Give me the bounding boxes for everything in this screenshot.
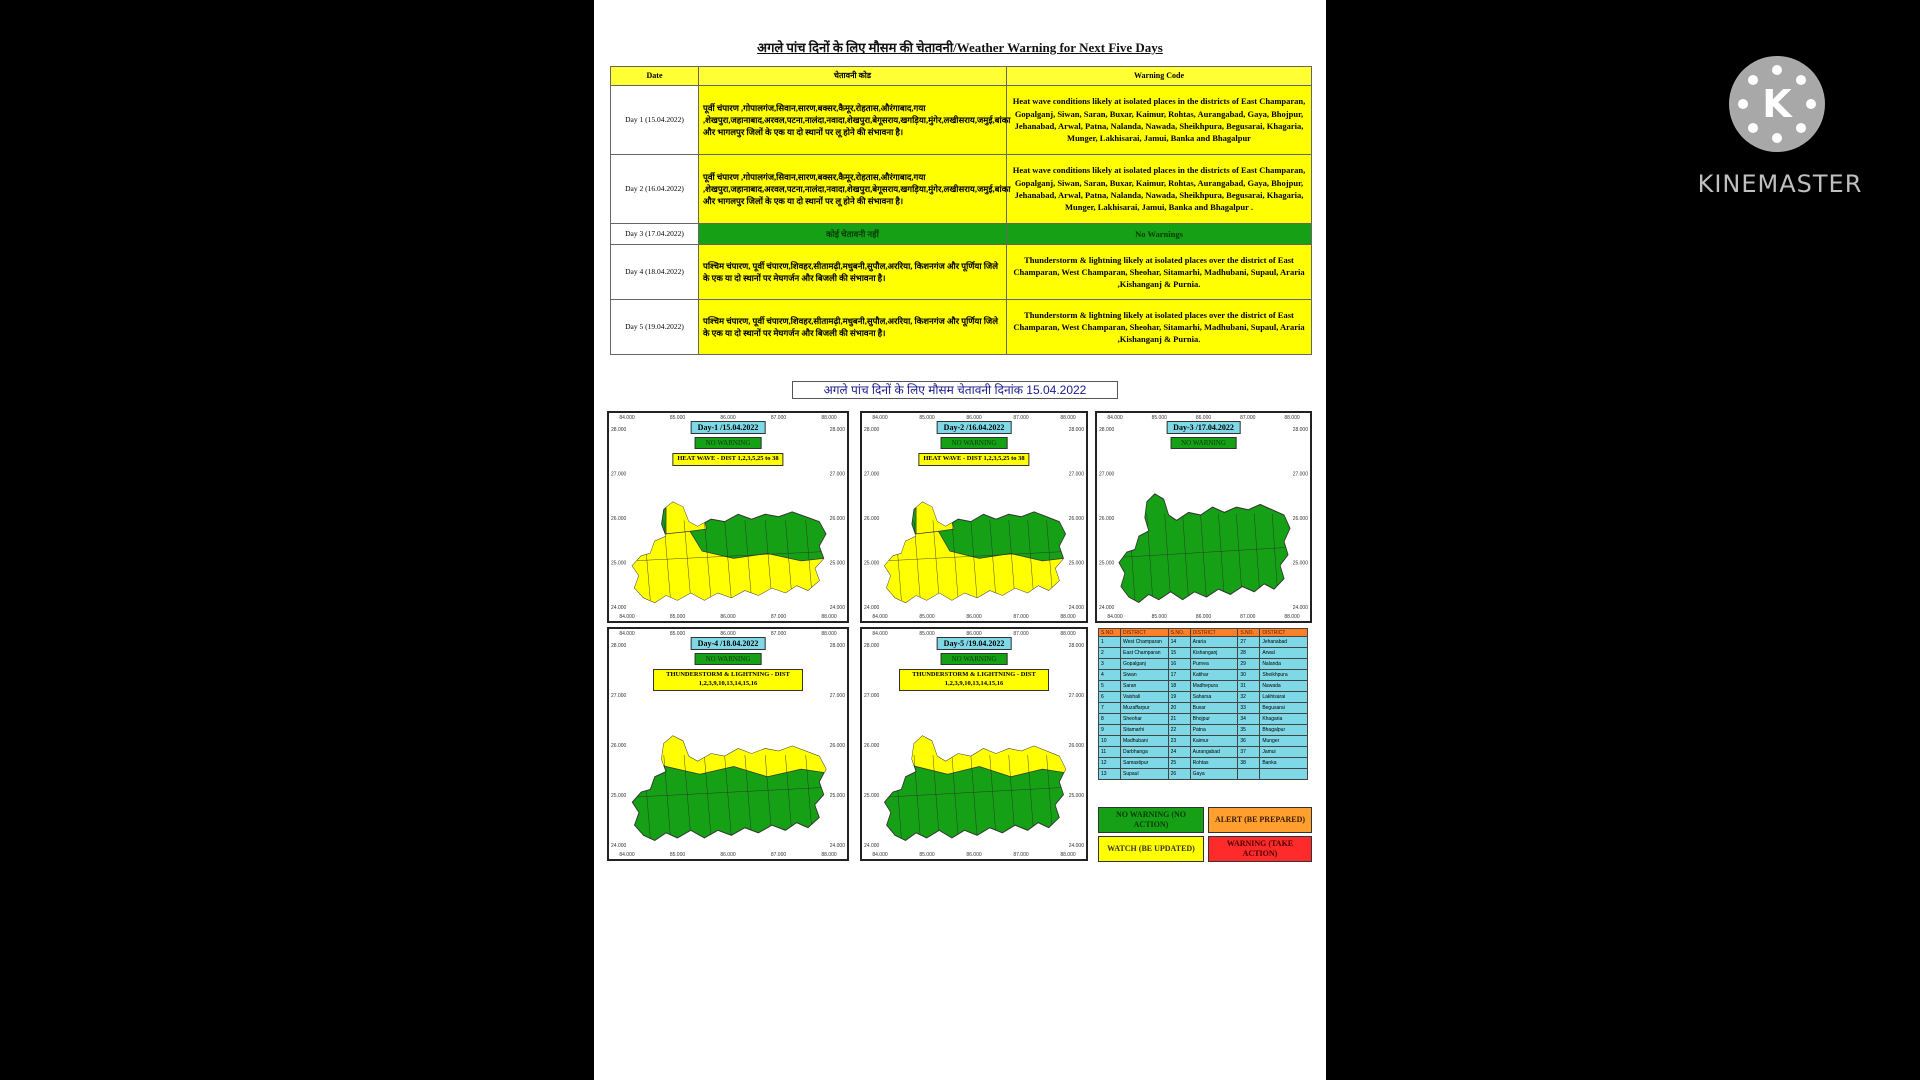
legend-district: Araria bbox=[1190, 637, 1238, 648]
table-row bbox=[611, 300, 1312, 355]
lat-tick-label: 26.000 bbox=[1068, 516, 1084, 522]
legend-district: Arwal bbox=[1260, 648, 1308, 659]
legend-sno: 5 bbox=[1099, 681, 1121, 692]
table-row bbox=[611, 224, 1312, 245]
region-alert bbox=[906, 723, 1074, 777]
map-day-label: Day-5 /19.04.2022 bbox=[937, 637, 1012, 650]
lon-tick-label: 84.000 bbox=[872, 415, 888, 421]
lon-tick-label: 85.000 bbox=[669, 415, 686, 421]
legend-sno: 36 bbox=[1238, 736, 1260, 747]
lon-tick-label: 88.000 bbox=[821, 852, 837, 858]
bihar-map-group bbox=[621, 502, 846, 612]
region-alert bbox=[655, 723, 835, 777]
lat-tick-label: 24.000 bbox=[1099, 605, 1115, 611]
lat-tick-label: 27.000 bbox=[829, 471, 845, 478]
legend-district: Begusarai bbox=[1260, 703, 1308, 714]
lat-tick-label: 28.000 bbox=[1292, 427, 1308, 433]
legend-sno: 28 bbox=[1238, 648, 1260, 659]
lon-tick-label: 85.000 bbox=[1151, 415, 1167, 421]
lon-tick-label: 85.000 bbox=[919, 631, 935, 637]
lat-tick-label: 25.000 bbox=[829, 560, 845, 567]
legend-sno: 7 bbox=[1099, 703, 1121, 714]
lat-tick-label: 27.000 bbox=[829, 693, 845, 699]
lat-tick-label: 24.000 bbox=[864, 605, 880, 611]
lon-tick-label: 86.000 bbox=[966, 631, 982, 637]
legend-sno: 37 bbox=[1238, 747, 1260, 758]
legend-sno: 31 bbox=[1238, 681, 1260, 692]
lat-tick-label: 28.000 bbox=[611, 643, 627, 649]
warning-table bbox=[610, 66, 1312, 355]
legend-district: Kishanganj bbox=[1190, 648, 1238, 659]
lat-tick-label: 24.000 bbox=[611, 605, 627, 611]
lat-tick-label: 25.000 bbox=[864, 793, 880, 799]
map-alert-badge: HEAT WAVE - DIST 1,2,3,5,25 to 38 bbox=[672, 453, 783, 466]
legend-row bbox=[1099, 648, 1308, 659]
legend-sno: 38 bbox=[1238, 758, 1260, 769]
legend-sno: 11 bbox=[1099, 747, 1121, 758]
map-no-warning-badge: NO WARNING bbox=[695, 653, 762, 665]
legend-district: Gopalganj bbox=[1121, 659, 1169, 670]
legend-district: Nalanda bbox=[1260, 659, 1308, 670]
bihar-map-group bbox=[874, 502, 1085, 612]
legend-district: Madhepura bbox=[1190, 681, 1238, 692]
lat-tick-label: 25.000 bbox=[1099, 560, 1115, 567]
legend-sno: 1 bbox=[1099, 637, 1121, 648]
legend-sno: 34 bbox=[1238, 714, 1260, 725]
document-page bbox=[594, 0, 1326, 1080]
legend-sno: 9 bbox=[1099, 725, 1121, 736]
header-date: Date bbox=[611, 67, 699, 86]
legend-row bbox=[1099, 758, 1308, 769]
lat-tick-label: 25.000 bbox=[1068, 793, 1084, 799]
lon-tick-label: 87.000 bbox=[770, 852, 787, 858]
lat-tick-label: 24.000 bbox=[611, 843, 627, 849]
map-day-label: Day-4 /18.04.2022 bbox=[691, 637, 766, 650]
legend-district: Lakhisarai bbox=[1260, 692, 1308, 703]
row-english-text: No Warnings bbox=[1007, 224, 1312, 245]
row-english-text: Thunderstorm & lightning likely at isolated places over the district of East Champaran, West Champaran, Sheohar, Sitamarhi, Madhubani, Supaul, Araria ,Kishanganj & Purnia. bbox=[1007, 300, 1312, 355]
lon-tick-label: 88.000 bbox=[821, 614, 837, 620]
map-alert-badge: THUNDERSTORM & LIGHTNING - DIST 1,2,3,9,10,13,14,15,16 bbox=[899, 669, 1049, 691]
map-no-warning-badge: NO WARNING bbox=[695, 437, 762, 449]
legend-sno: 35 bbox=[1238, 725, 1260, 736]
legend-district: Katihar bbox=[1190, 670, 1238, 681]
legend-sno: 22 bbox=[1168, 725, 1190, 736]
lon-tick-label: 87.000 bbox=[770, 631, 787, 637]
legend-district: Bhagalpur bbox=[1260, 725, 1308, 736]
lat-tick-label: 25.000 bbox=[611, 793, 627, 799]
legend-row bbox=[1099, 659, 1308, 670]
legend-row bbox=[1099, 769, 1308, 780]
lat-tick-label: 25.000 bbox=[611, 560, 627, 567]
legend-row bbox=[1099, 714, 1308, 725]
legend-district: Muzaffarpur bbox=[1121, 703, 1169, 714]
legend-sno: 14 bbox=[1168, 637, 1190, 648]
legend-sno: 10 bbox=[1099, 736, 1121, 747]
lat-tick-label: 28.000 bbox=[1068, 643, 1084, 649]
district-legend bbox=[1098, 628, 1308, 780]
lat-tick-label: 24.000 bbox=[829, 605, 845, 611]
legend-sno: 27 bbox=[1238, 637, 1260, 648]
lon-tick-label: 87.000 bbox=[770, 614, 787, 620]
row-day: Day 1 (15.04.2022) bbox=[611, 86, 699, 155]
lon-tick-label: 84.000 bbox=[1107, 614, 1123, 620]
row-english-text: Heat wave conditions likely at isolated places in the districts of East Champaran, Gopalganj, Siwan, Saran, Buxar, Kaimur, Rohtas, Aurangabad, Gaya, Bhojpur, Jehanabad, Arwal, Patna, Nalanda, Nawada, Sheikhpura, Begusarai, Khagaria, Munger, Lakhisarai, Jamui, Banka and Bhagalpur . bbox=[1007, 155, 1312, 224]
legend-district: Banka bbox=[1260, 758, 1308, 769]
lon-tick-label: 88.000 bbox=[1060, 614, 1076, 620]
legend-district: Purnea bbox=[1190, 659, 1238, 670]
lon-tick-label: 88.000 bbox=[1060, 631, 1076, 637]
row-hindi-text: कोई चेतावनी नहीं bbox=[699, 224, 1007, 245]
legend-district: Rohtas bbox=[1190, 758, 1238, 769]
region-no-warning bbox=[1119, 494, 1290, 602]
legend-sno: 21 bbox=[1168, 714, 1190, 725]
legend-sno: 17 bbox=[1168, 670, 1190, 681]
lat-tick-label: 27.000 bbox=[864, 471, 880, 478]
lat-tick-label: 26.000 bbox=[1068, 743, 1084, 749]
legend-district: Sitamarhi bbox=[1121, 725, 1169, 736]
legend-district: Sheikhpura bbox=[1260, 670, 1308, 681]
map-day-5 bbox=[860, 627, 1088, 861]
bihar-map-group bbox=[1119, 494, 1298, 602]
legend-district: East Champaran bbox=[1121, 648, 1169, 659]
legend-district: Nawada bbox=[1260, 681, 1308, 692]
legend-header bbox=[1099, 629, 1308, 637]
lon-tick-label: 86.000 bbox=[720, 614, 736, 620]
lon-tick-label: 85.000 bbox=[669, 631, 686, 637]
lat-tick-label: 26.000 bbox=[829, 516, 845, 522]
lat-tick-label: 27.000 bbox=[1068, 471, 1084, 478]
lat-tick-label: 25.000 bbox=[1292, 560, 1308, 567]
key-warning: WARNING (TAKE ACTION) bbox=[1208, 836, 1312, 862]
lat-tick-label: 27.000 bbox=[611, 471, 627, 478]
lon-tick-label: 86.000 bbox=[966, 614, 982, 620]
lon-tick-label: 87.000 bbox=[1013, 631, 1029, 637]
row-day: Day 5 (19.04.2022) bbox=[611, 300, 699, 355]
kinemaster-logo-letter: K bbox=[1762, 82, 1792, 126]
map-no-warning-badge: NO WARNING bbox=[1170, 437, 1237, 449]
legend-district: Saharsa bbox=[1190, 692, 1238, 703]
legend-row bbox=[1099, 637, 1308, 648]
map-day-label: Day-3 /17.04.2022 bbox=[1166, 421, 1241, 434]
legend-header-cell: DISTRICT bbox=[1190, 629, 1238, 637]
legend-district: Sheohar bbox=[1121, 714, 1169, 725]
legend-row bbox=[1099, 725, 1308, 736]
legend-sno: 16 bbox=[1168, 659, 1190, 670]
lon-tick-label: 88.000 bbox=[821, 415, 837, 421]
lon-tick-label: 86.000 bbox=[1195, 614, 1212, 620]
lat-tick-label: 28.000 bbox=[1099, 427, 1115, 433]
lon-tick-label: 84.000 bbox=[1107, 415, 1123, 421]
lat-tick-label: 24.000 bbox=[1068, 605, 1084, 611]
legend-district: Madhubani bbox=[1121, 736, 1169, 747]
legend-header-cell: S.NO. bbox=[1238, 629, 1260, 637]
legend-sno: 23 bbox=[1168, 736, 1190, 747]
lat-tick-label: 26.000 bbox=[611, 743, 627, 749]
legend-row bbox=[1099, 681, 1308, 692]
lat-tick-label: 28.000 bbox=[1068, 427, 1084, 433]
map-no-warning-badge: NO WARNING bbox=[941, 653, 1008, 665]
map-day-label: Day-2 /16.04.2022 bbox=[937, 421, 1012, 434]
legend-sno: 3 bbox=[1099, 659, 1121, 670]
lat-tick-label: 27.000 bbox=[1099, 471, 1115, 478]
legend-sno: 29 bbox=[1238, 659, 1260, 670]
legend-district: Patna bbox=[1190, 725, 1238, 736]
lon-tick-label: 84.000 bbox=[619, 631, 635, 637]
document-title: अगले पांच दिनों के लिए मौसम की चेतावनी/Weather Warning for Next Five Days bbox=[757, 40, 1163, 55]
lon-tick-label: 88.000 bbox=[1284, 614, 1300, 620]
row-hindi-text: पश्चिम चंपारण, पूर्वी चंपारण,शिवहर,सीतामढ़ी,मधुबनी,सुपौल,अररिया, किशनगंज और पूर्णिया जिले के एक या दो स्थानों पर मेघगर्जन और बिजली की संभावना है। bbox=[699, 300, 1007, 355]
row-hindi-text: पश्चिम चंपारण, पूर्वी चंपारण,शिवहर,सीतामढ़ी,मधुबनी,सुपौल,अररिया, किशनगंज और पूर्णिया जिले के एक या दो स्थानों पर मेघगर्जन और बिजली की संभावना है। bbox=[699, 245, 1007, 300]
bihar-map-group bbox=[885, 723, 1074, 840]
lat-tick-label: 26.000 bbox=[864, 743, 880, 749]
legend-district: Gaya bbox=[1190, 769, 1238, 780]
lon-tick-label: 85.000 bbox=[1151, 614, 1167, 620]
lon-tick-label: 84.000 bbox=[619, 614, 635, 620]
row-day: Day 4 (18.04.2022) bbox=[611, 245, 699, 300]
lon-tick-label: 85.000 bbox=[919, 614, 935, 620]
lon-tick-label: 88.000 bbox=[821, 631, 837, 637]
legend-sno: 20 bbox=[1168, 703, 1190, 714]
lat-tick-label: 27.000 bbox=[611, 693, 627, 699]
legend-district: Munger bbox=[1260, 736, 1308, 747]
key-alert: ALERT (BE PREPARED) bbox=[1208, 807, 1312, 833]
lat-tick-label: 25.000 bbox=[829, 793, 845, 799]
legend-sno bbox=[1238, 769, 1260, 780]
warning-table-header bbox=[611, 67, 1312, 86]
lon-tick-label: 88.000 bbox=[1060, 415, 1076, 421]
legend-district: Saran bbox=[1121, 681, 1169, 692]
legend-district: Vaishali bbox=[1121, 692, 1169, 703]
lat-tick-label: 27.000 bbox=[1292, 471, 1308, 478]
lat-tick-label: 27.000 bbox=[864, 693, 880, 699]
legend-row bbox=[1099, 692, 1308, 703]
legend-district: Samastipur bbox=[1121, 758, 1169, 769]
lat-tick-label: 25.000 bbox=[864, 560, 880, 567]
legend-district: Darbhanga bbox=[1121, 747, 1169, 758]
maps-title: अगले पांच दिनों के लिए मौसम चेतावनी दिनांक 15.04.2022 bbox=[792, 381, 1118, 399]
legend-row bbox=[1099, 736, 1308, 747]
map-day-1 bbox=[607, 411, 849, 623]
lat-tick-label: 28.000 bbox=[864, 643, 880, 649]
map-day-2 bbox=[860, 411, 1088, 623]
row-day: Day 3 (17.04.2022) bbox=[611, 224, 699, 245]
map-day-label: Day-1 /15.04.2022 bbox=[691, 421, 766, 434]
lon-tick-label: 87.000 bbox=[770, 415, 787, 421]
lat-tick-label: 28.000 bbox=[829, 643, 845, 649]
lon-tick-label: 85.000 bbox=[669, 852, 686, 858]
lat-tick-label: 24.000 bbox=[1292, 605, 1308, 611]
legend-row bbox=[1099, 703, 1308, 714]
legend-header-cell: DISTRICT bbox=[1121, 629, 1169, 637]
map-day-3 bbox=[1095, 411, 1312, 623]
lat-tick-label: 26.000 bbox=[864, 516, 880, 522]
legend-district: Jehanabad bbox=[1260, 637, 1308, 648]
map-alert-badge: HEAT WAVE - DIST 1,2,3,5,25 to 38 bbox=[918, 453, 1029, 466]
lon-tick-label: 85.000 bbox=[919, 852, 935, 858]
row-english-text: Heat wave conditions likely at isolated places in the districts of East Champaran, Gopalganj, Siwan, Saran, Buxar, Kaimur, Rohtas, Aurangabad, Gaya, Bhojpur, Jehanabad, Arwal, Patna, Nalanda, Nawada, Sheikhpura, Begusarai, Khagaria, Munger, Lakhisarai, Jamui, Banka and Bhagalpur bbox=[1007, 86, 1312, 155]
map-alert-badge: THUNDERSTORM & LIGHTNING - DIST 1,2,3,9,10,13,14,15,16 bbox=[653, 669, 803, 691]
lon-tick-label: 86.000 bbox=[720, 852, 736, 858]
lon-tick-label: 87.000 bbox=[1013, 614, 1029, 620]
key-no-warning: NO WARNING (NO ACTION) bbox=[1098, 807, 1204, 833]
legend-district bbox=[1260, 769, 1308, 780]
region-alert bbox=[916, 502, 954, 534]
region-alert bbox=[666, 502, 707, 534]
lon-tick-label: 87.000 bbox=[1013, 852, 1029, 858]
table-row bbox=[611, 155, 1312, 224]
key-watch: WATCH (BE UPDATED) bbox=[1098, 836, 1204, 862]
lat-tick-label: 26.000 bbox=[1099, 516, 1115, 522]
legend-row bbox=[1099, 670, 1308, 681]
legend-sno: 15 bbox=[1168, 648, 1190, 659]
map-no-warning-badge: NO WARNING bbox=[941, 437, 1008, 449]
lon-tick-label: 86.000 bbox=[720, 415, 736, 421]
lon-tick-label: 86.000 bbox=[720, 631, 736, 637]
lon-tick-label: 84.000 bbox=[619, 852, 635, 858]
legend-sno: 6 bbox=[1099, 692, 1121, 703]
legend-sno: 26 bbox=[1168, 769, 1190, 780]
legend-row bbox=[1099, 747, 1308, 758]
legend-sno: 2 bbox=[1099, 648, 1121, 659]
legend-district: West Champaran bbox=[1121, 637, 1169, 648]
legend-district: Jamui bbox=[1260, 747, 1308, 758]
legend-district: Buxar bbox=[1190, 703, 1238, 714]
lon-tick-label: 84.000 bbox=[872, 631, 888, 637]
row-day: Day 2 (16.04.2022) bbox=[611, 155, 699, 224]
legend-sno: 13 bbox=[1099, 769, 1121, 780]
table-row bbox=[611, 86, 1312, 155]
lat-tick-label: 24.000 bbox=[829, 843, 845, 849]
lon-tick-label: 87.000 bbox=[1240, 415, 1256, 421]
lon-tick-label: 87.000 bbox=[1013, 415, 1029, 421]
lon-tick-label: 84.000 bbox=[872, 852, 888, 858]
lat-tick-label: 26.000 bbox=[1292, 516, 1308, 522]
lon-tick-label: 87.000 bbox=[1240, 614, 1256, 620]
legend-header-cell: S.NO. bbox=[1168, 629, 1190, 637]
legend-sno: 18 bbox=[1168, 681, 1190, 692]
legend-sno: 32 bbox=[1238, 692, 1260, 703]
row-english-text: Thunderstorm & lightning likely at isolated places over the district of East Champaran, West Champaran, Sheohar, Sitamarhi, Madhubani, Supaul, Araria ,Kishanganj & Purnia. bbox=[1007, 245, 1312, 300]
bihar-map-group bbox=[632, 723, 835, 840]
lon-tick-label: 85.000 bbox=[919, 415, 935, 421]
legend-sno: 19 bbox=[1168, 692, 1190, 703]
legend-sno: 24 bbox=[1168, 747, 1190, 758]
lat-tick-label: 26.000 bbox=[829, 743, 845, 749]
lat-tick-label: 24.000 bbox=[864, 843, 880, 849]
legend-sno: 4 bbox=[1099, 670, 1121, 681]
lon-tick-label: 86.000 bbox=[966, 852, 982, 858]
map-day-4 bbox=[607, 627, 849, 861]
header-hindi-code: चेतावनी कोड bbox=[699, 67, 1007, 86]
legend-header-cell: S.NO. bbox=[1099, 629, 1121, 637]
lat-tick-label: 26.000 bbox=[611, 516, 627, 522]
lon-tick-label: 88.000 bbox=[1284, 415, 1300, 421]
lat-tick-label: 28.000 bbox=[611, 427, 627, 433]
lon-tick-label: 86.000 bbox=[966, 415, 982, 421]
legend-district: Siwan bbox=[1121, 670, 1169, 681]
row-hindi-text: पूर्वी चंपारण ,गोपालगंज,सिवान,सारण,बक्सर,कैमूर,रोहतास,औरंगाबाद,गया ,शेखपुरा,जहानाबाद,अरवल,पटना,नालंदा,नवादा,शेखपुरा,बेगूसराय,खगड़िया,मुंगेर,लखीसराय,जमुई,बांका और भागलपुर जिलों के एक या दो स्थानों पर लू होने की संभावना है। bbox=[699, 155, 1007, 224]
header-warning-code: Warning Code bbox=[1007, 67, 1312, 86]
legend-sno: 12 bbox=[1099, 758, 1121, 769]
lon-tick-label: 86.000 bbox=[1195, 415, 1212, 421]
row-hindi-text: पूर्वी चंपारण ,गोपालगंज,सिवान,सारण,बक्सर,कैमूर,रोहतास,औरंगाबाद,गया ,शेखपुरा,जहानाबाद,अरवल,पटना,नालंदा,नवादा,शेखपुरा,बेगूसराय,खगड़िया,मुंगेर,लखीसराय,जमुई,बांका और भागलपुर जिलों के एक या दो स्थानों पर लू होने की संभावना है। bbox=[699, 86, 1007, 155]
lat-tick-label: 28.000 bbox=[829, 427, 845, 433]
lat-tick-label: 25.000 bbox=[1068, 560, 1084, 567]
legend-sno: 33 bbox=[1238, 703, 1260, 714]
legend-district: Khagaria bbox=[1260, 714, 1308, 725]
legend-sno: 25 bbox=[1168, 758, 1190, 769]
legend-district: Supaul bbox=[1121, 769, 1169, 780]
lon-tick-label: 84.000 bbox=[619, 415, 635, 421]
lon-tick-label: 88.000 bbox=[1060, 852, 1076, 858]
legend-district: Kaimur bbox=[1190, 736, 1238, 747]
legend-district: Bhojpur bbox=[1190, 714, 1238, 725]
legend-sno: 8 bbox=[1099, 714, 1121, 725]
kinemaster-logo-icon bbox=[1729, 56, 1825, 152]
legend-sno: 30 bbox=[1238, 670, 1260, 681]
table-row bbox=[611, 245, 1312, 300]
kinemaster-brand: KINEMASTER bbox=[1697, 170, 1863, 198]
lat-tick-label: 28.000 bbox=[864, 427, 880, 433]
lat-tick-label: 24.000 bbox=[1068, 843, 1084, 849]
lon-tick-label: 84.000 bbox=[872, 614, 888, 620]
lat-tick-label: 27.000 bbox=[1068, 693, 1084, 699]
legend-header-cell: DISTRICT bbox=[1260, 629, 1308, 637]
lon-tick-label: 85.000 bbox=[669, 614, 686, 620]
legend-district: Aurangabad bbox=[1190, 747, 1238, 758]
